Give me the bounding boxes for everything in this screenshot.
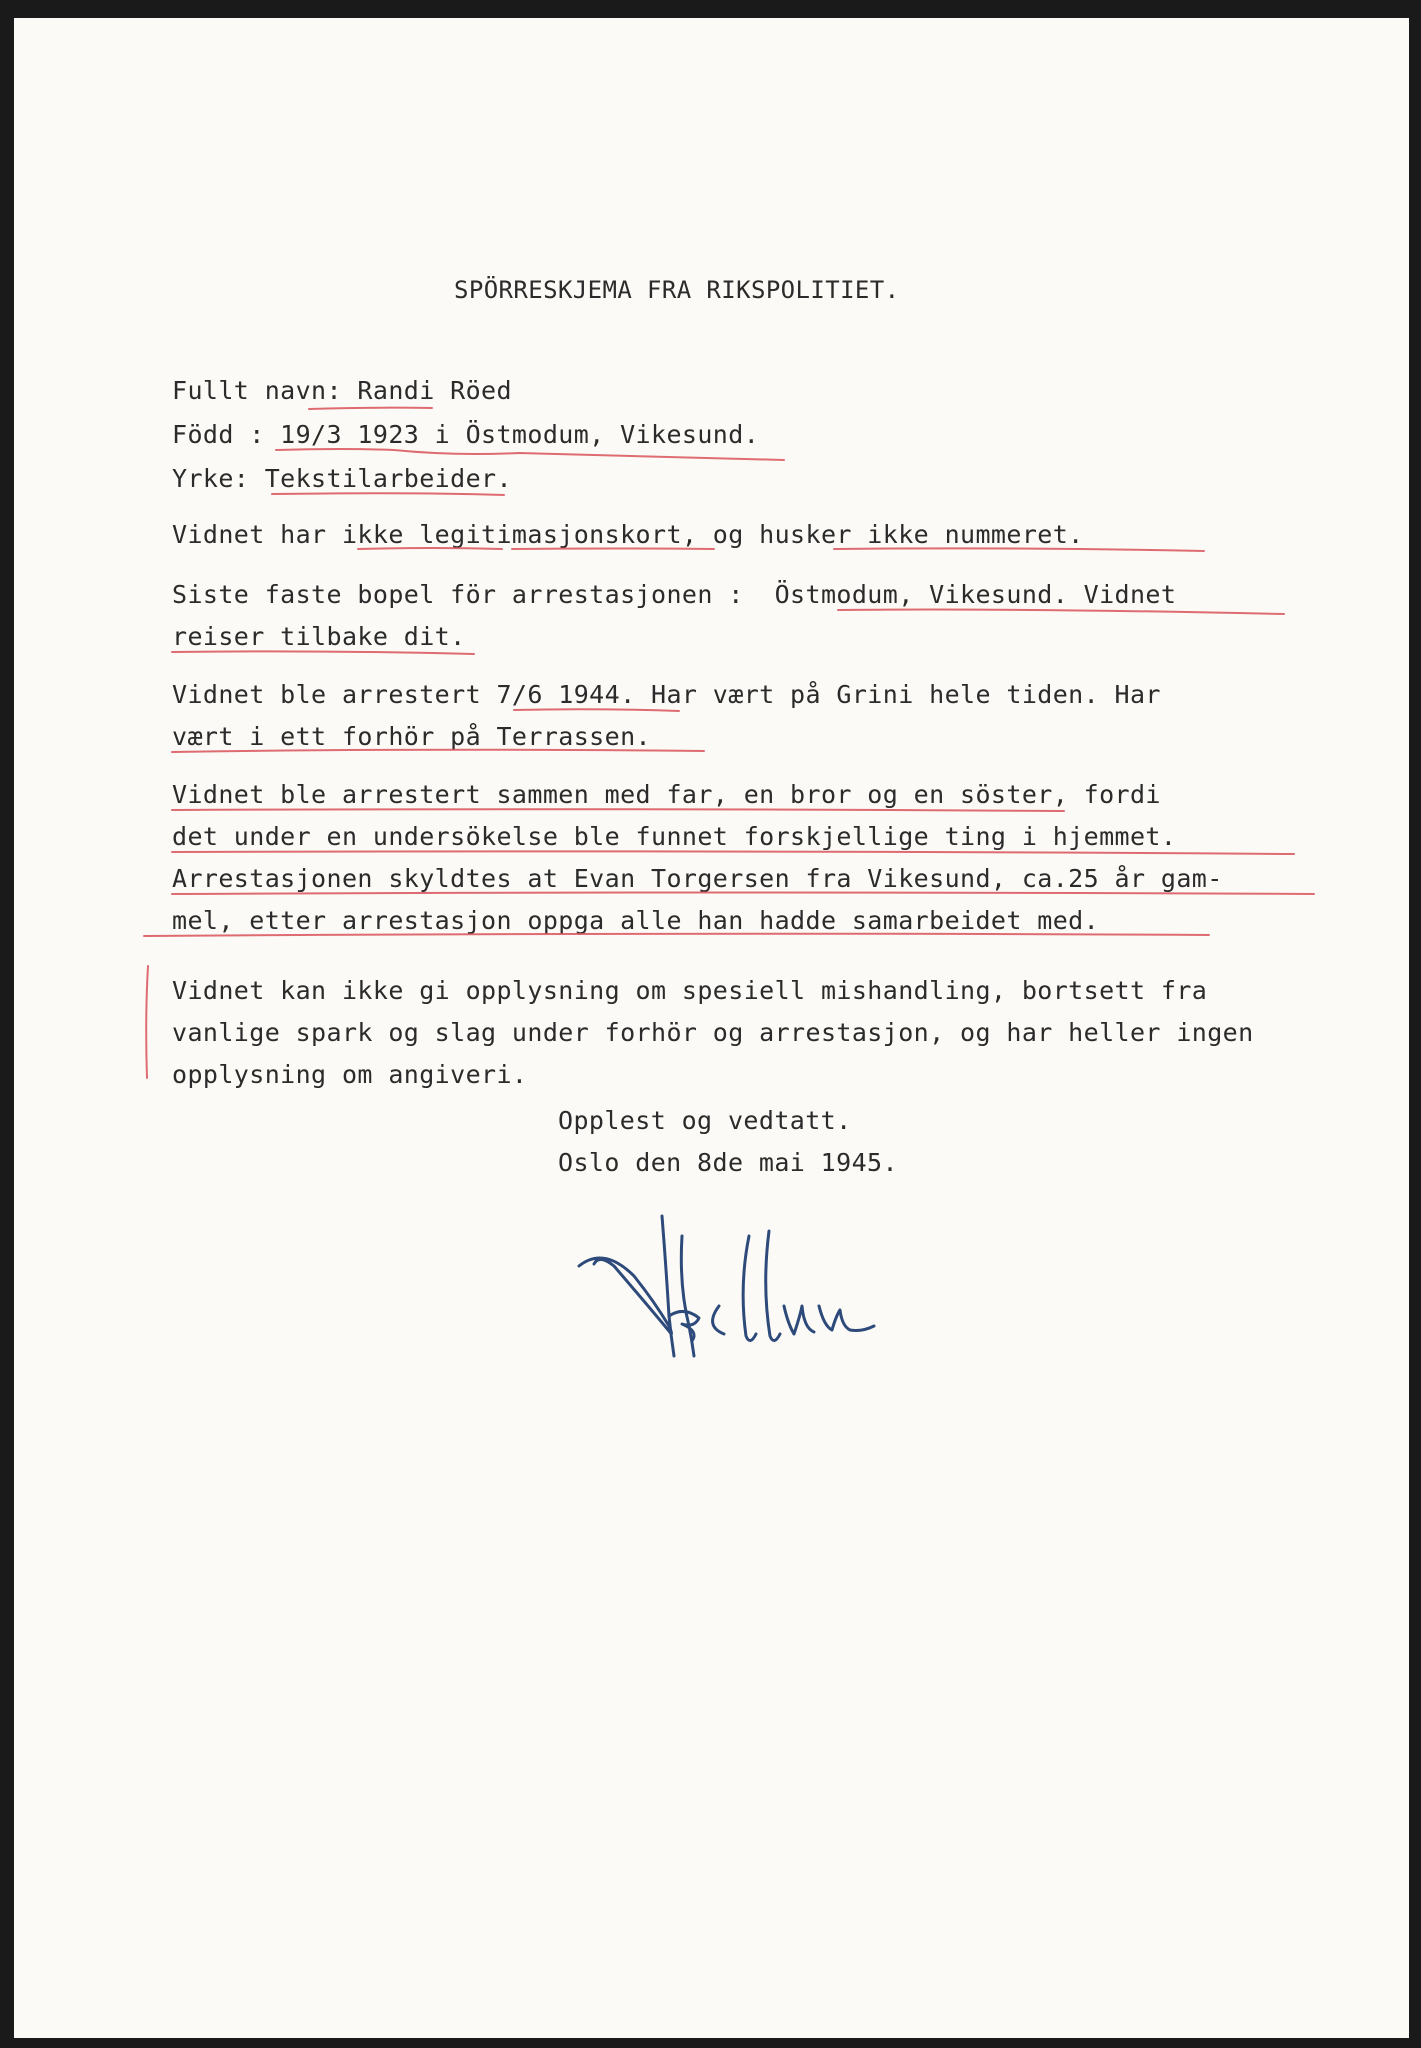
details-line-2: det under en undersökelse ble funnet forskjellige ting i hjemmet. [172,822,1177,851]
occupation-line: Yrke: Tekstilarbeider. [172,464,512,493]
residence-line-2: reiser tilbake dit. [172,622,466,651]
details-line-4: mel, etter arrestasjon oppga alle han hadde samarbeidet med. [172,906,1100,935]
birth-line: Född : 19/3 1923 i Östmodum, Vikesund. [172,420,760,449]
treatment-line-1: Vidnet kan ikke gi opplysning om spesiell mishandling, bortsett fra [172,976,1208,1005]
treatment-line-3: opplysning om angiveri. [172,1060,528,1089]
treatment-line-2: vanlige spark og slag under forhör og arrestasjon, og har heller ingen [172,1018,1254,1047]
details-line-1: Vidnet ble arrestert sammen med far, en bror og en söster, fordi [172,780,1161,809]
document-title: SPÖRRESKJEMA FRA RIKSPOLITIET. [454,276,900,304]
red-pencil-underlines [14,18,1409,2038]
full-name-line: Fullt navn: Randi Röed [172,376,512,405]
signature [574,1206,994,1406]
details-line-3: Arrestasjonen skyldtes at Evan Torgersen fra Vikesund, ca.25 år gam- [172,864,1223,893]
read-approved-line: Opplest og vedtatt. [558,1106,852,1135]
residence-line-1: Siste faste bopel för arrestasjonen : Östmodum, Vikesund. Vidnet [172,580,1177,609]
document-page [14,18,1409,2038]
id-card-line: Vidnet har ikke legitimasjonskort, og husker ikke nummeret. [172,520,1084,549]
arrest-line-1: Vidnet ble arrestert 7/6 1944. Har vært på Grini hele tiden. Har [172,680,1161,709]
arrest-line-2: vært i ett forhör på Terrassen. [172,722,651,751]
place-date-line: Oslo den 8de mai 1945. [558,1148,898,1177]
